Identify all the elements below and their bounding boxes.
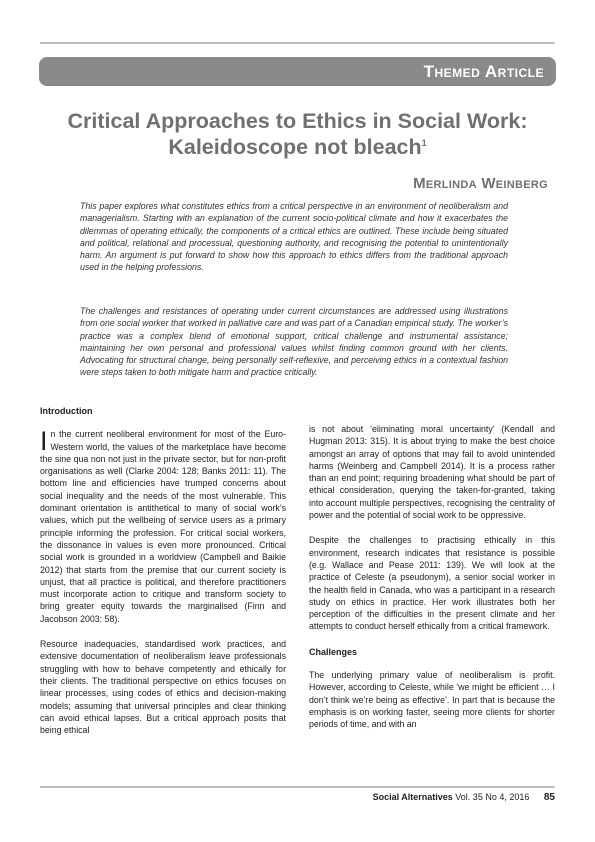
- page-number: 85: [543, 792, 555, 803]
- right-paragraph-3: The underlying primary value of neoliberalism is profit. However, according to Celeste, while ‘we might be efficient … I don’t think we’re being as effective’. In part that is because the emphasis is on working faster, seeing more clients for shorter periods of time, and with an: [309, 670, 555, 730]
- top-divider: [40, 42, 555, 44]
- section-banner: [39, 57, 556, 86]
- intro-paragraph-1-text: n the current neoliberal environment for most of the Euro-Western world, the values of the marketplace have become the sine qua non not just in the private sector, but for non-profit organisations as well (Clarke 2004: 128; Banks 2011: 11). The bottom line and efficiencies have trumped concerns about social inequality and the needs of the most vulnerable. This dominant orientation is antithetical to many of social work’s values, which put the wellbeing of service users as a primary principle informing the profession. For critical social workers, the dissonance in values is even more pronounced. Critical social work is grounded in a worldview (Campbell and Baikie 2012) that starts from the premise that our current society is unjust, that all practice is political, and therefore practitioners must incorporate action to critique and transform society to bring greater equity towards the marginalised (Finn and Jacobson 2003: 58).: [40, 429, 286, 624]
- section-label: Themed Article: [423, 62, 544, 81]
- intro-paragraph-1: [40, 428, 286, 625]
- journal-issue: Vol. 35 No 4, 2016: [455, 792, 530, 802]
- journal-name: Social Alternatives: [372, 792, 453, 802]
- drop-cap: I: [40, 426, 48, 457]
- title-footnote-marker[interactable]: 1: [421, 137, 427, 148]
- abstract-paragraph-1: This paper explores what constitutes ethics from a critical perspective in an environment of neoliberalism and managerialism. Starting with an explanation of the current socio-political climate and how it exacerbates the dilemmas of operating ethically, the components of a critical ethics are outlined. These include being situated and political, relational and processual, questioning authority, and recognising the potential to unintentionally harm. An argument is put forward to show how this approach to ethics differs from the traditional approach used in the helping professions.: [80, 201, 508, 273]
- article-title: [40, 108, 555, 160]
- body-column-right: [309, 423, 555, 744]
- author-name: Merlinda Weinberg: [413, 175, 548, 192]
- title-line-1: Critical Approaches to Ethics in Social Work:: [67, 109, 528, 133]
- page-footer: [373, 792, 555, 803]
- introduction-heading: Introduction: [40, 406, 93, 416]
- body-column-left: [40, 405, 286, 749]
- right-paragraph-1: is not about ‘eliminating moral uncertainty’ (Kendall and Hugman 2013: 315). It is about trying to make the best choice amongst an array of options that may fail to avoid unintended harms (Weinberg and Campbell 2014). It is a process rather than an end point; requiring broadening what should be part of ethical consideration, querying the taken-for-granted, taking into account multiple perspectives, recognising the centrality of power and the potential of social work to be oppressive.: [309, 424, 555, 521]
- bottom-divider: [40, 786, 555, 788]
- right-paragraph-2: Despite the challenges to practising ethically in this environment, research indicates that resistance is possible (e.g. Wallace and Pease 2011: 139). We will look at the practice of Celeste (a pseudonym), a senior social worker in the health field in Canada, who was a participant in a research study on ethics in practice. Her work illustrates both her perception of the difficulties in the present climate and her attempts to conduct herself ethically from a critical framework.: [309, 535, 555, 632]
- abstract-paragraph-2: The challenges and resistances of operating under current circumstances are addressed using illustrations from one social worker that worked in palliative care and was part of a Canadian empirical study. The worker’s practice was a complex blend of emotional support, critical challenge and instrumental assistance; maintaining her own personal and professional values whilst finding common ground with her clients. Advocating for structural change, being personally self-reflexive, and perceiving ethics in a contextual fashion were steps taken to both mitigate harm and practice critically.: [80, 306, 508, 378]
- title-line-2: Kaleidoscope not bleach: [168, 135, 422, 159]
- intro-paragraph-2: Resource inadequacies, standardised work practices, and extensive documentation of neoliberalism leave professionals struggling with how to behave competently and ethically for their clients. The traditional perspective on ethics focuses on linear processes, using codes of ethics and decision-making models; assuming that universal principles and clear thinking can avoid ethical lapses. But a critical approach posits that being ethical: [40, 639, 286, 736]
- challenges-heading: Challenges: [309, 646, 358, 657]
